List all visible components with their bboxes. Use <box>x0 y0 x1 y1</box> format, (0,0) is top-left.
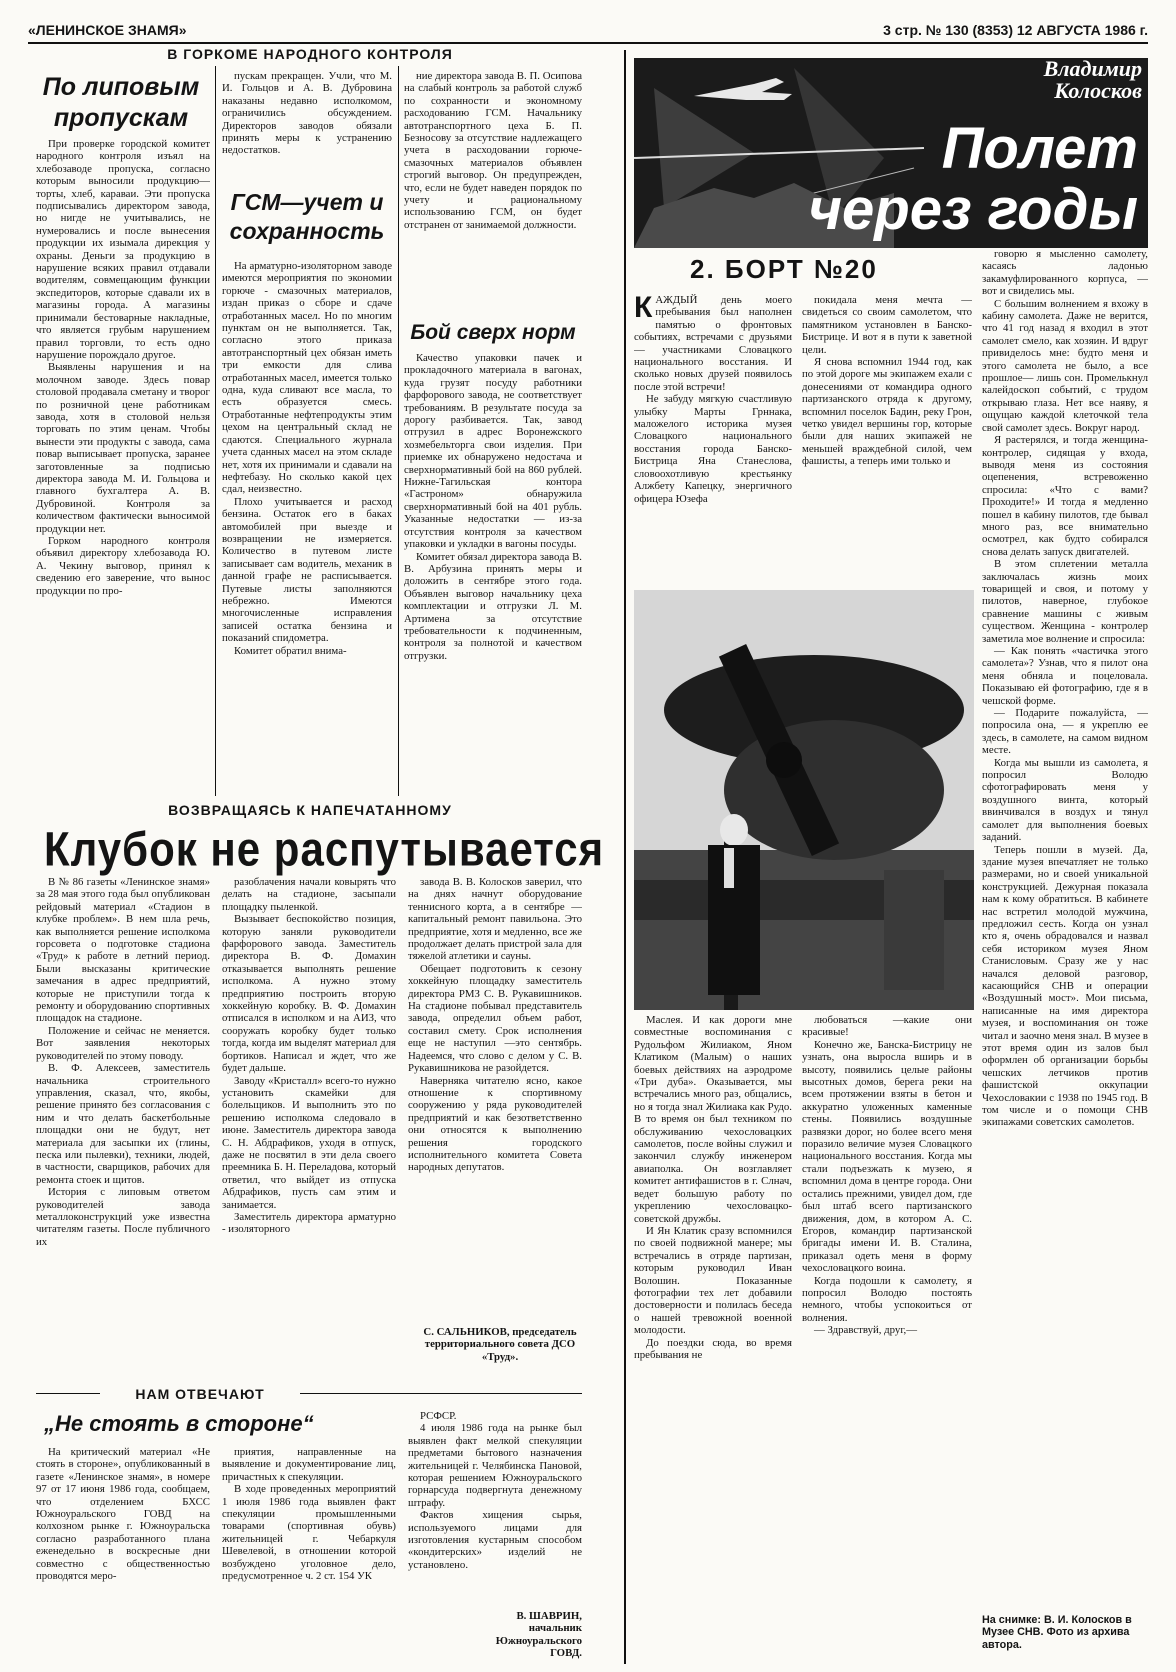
paragraph: завода В. В. Колосков заверил, что на днях начнут оборудование теннисного корта, а в сентябре —капитальный ремонт павильона. Это предприятие, хотя и медленно, все же продолжает делать пристрой зала для тяжелой атлетики и сауны. <box>408 876 582 963</box>
paragraph: Обещает подготовить к сезону хоккейную площадку заместитель директора РМЗ С. В. Рукавишников. На стадионе побывал представитель завода, определил объем работ, составил смету. Срок исполнения еще не наступил —это сентябрь. Надеемся, что слово с делом у С. В. Рукавишникова не разойдется. <box>408 962 582 1075</box>
airplane-and-man-photo <box>634 590 974 1010</box>
polet-col1b <box>634 1014 792 1664</box>
klubok-rubric: ВОЗВРАЩАЯСЬ К НАПЕЧАТАННОМУ <box>168 802 452 818</box>
photo-caption: На снимке: В. И. Колосков в Музее СНВ. Фото из архива автора. <box>982 1614 1132 1651</box>
gorkom-rubric: В ГОРКОМЕ НАРОДНОГО КОНТРОЛЯ <box>167 46 453 62</box>
paragraph: Вызывает беспокойство позиция, которую заняли руководители фарфорового завода. Заместитель директора В. Ф. Домахин отказывается выполнять решение исполкома. А нужно этому предприятию построить вторую хоккейную коробку. В. Ф. Домахин отписался в исполком и на АИЗ, что сооружать коробку будет только тогда, когда им выделят материал для бортиков. Написал и ждет, что же будет дальше. <box>222 913 396 1075</box>
paragraph: Не забуду мягкую счастливую улыбку Марты Грннака, маложелого историка музея Словацкого национального восстания города Банско-Бистрица Яна Станеслова, словоохотливую крестьянку Алжбету Капецку, энергичного офицера Юзефа <box>634 393 792 505</box>
paragraph: Заместитель директора арматурно - изоляторного <box>222 1210 396 1236</box>
otvechayut-signature: В. ШАВРИН, начальник Южноуральского ГОВД. <box>495 1610 582 1660</box>
paragraph: — Подарите пожалуйста, — попросила она, — я укреплю ее здесь, в самолете, на самом видном месте. <box>982 707 1148 757</box>
polet-col2b <box>802 1014 972 1664</box>
paragraph: Маслея. И как дороги мне совместные воспоминания с Рудольфом Жилиаком, Яном Клатиком (Малым) о наших боевых действиях на аэродроме «Три дуба». Оказывается, мы встречались много раз, общались, но я тогда знал Жилиака как Рудо. В то время он был техником по обслуживанию чехословацких самолетов, после войны служил и закончил службу инженером авиаполка. Он возглавляет комитет антифашистов в г. Слнач, ведет большую работу по укреплению чехословацко-советской дружбы. <box>634 1014 792 1225</box>
paragraph: И Ян Клатик сразу вспомнился по своей подвижной манере; мы встречались в отряде партизан, которым руководил Иван Волошин. Показанные фотографии тех лет добавили достоверности и полилась беседа о нашей тревожной военной молодости. <box>634 1224 792 1337</box>
paragraph: Выявлены нарушения и на молочном заводе. Здесь повар столовой продавала сметану и творог по розничной цене работникам завода, хотя в столовой нельзя торговать по этим ценам. Чтобы вынести эти продукты с завода, сама повар выписывает пропуска, заранее заготовленные за подписью директора завода М. И. Гольцова и главного бухгалтера А. В. Дубровиной. Контроля за количеством фактически выносимой продукции нет. <box>36 361 210 535</box>
paragraph: Горком народного контроля объявил директору хлебозавода Ю. А. Чекину выговор, принял к сведению его заверение, что вынос продукции по про- <box>36 535 210 597</box>
paragraph: До поездки сюда, во время пребывания не <box>634 1336 792 1361</box>
masthead-rule <box>28 42 1148 44</box>
paragraph: — Как понять «частичка этого самолета»? Узнав, что я пилот она меня обняла и поцеловала. Показываю ей фотографию, где я в чешской форме. <box>982 645 1148 707</box>
polet-title-2: через годы <box>808 177 1138 242</box>
polet-subtitle: 2. БОРТ №20 <box>690 254 878 284</box>
paragraph: На критический материал «Не стоять в стороне», опубликованный в газете «Ленинское знамя», в номере 97 от 17 июня 1986 года, сообщаем, что отделением БХСС Южноуральского ГОВД на колхозном рынке г. Южноуральска согласно разработанного плана еженедельно в воскресные дни совместно с общественностью проводятся меро- <box>36 1446 210 1583</box>
klubok-signature: С. САЛЬНИКОВ, председатель территориального совета ДСО «Труд». <box>423 1326 577 1363</box>
gorkom-col3b <box>404 352 582 798</box>
otvechayut-col3 <box>408 1410 582 1624</box>
headline-gsm: ГСМ—учет и сохранность <box>229 189 385 244</box>
gorkom-col3a <box>404 70 582 314</box>
paragraph: 4 июля 1986 года на рынке был выявлен факт мелкой спекуляции предметами бытового назначения жительницей г. Челябинска Пановой, которая решением Южноуральского горнарсуда подвергнута денежному штрафу. <box>408 1422 582 1509</box>
paragraph: В ходе проведенных мероприятий 1 июля 1986 года выявлен факт спекуляции промышленными товарами (спортивная обувь) жительницей г. Чебаркуля Шевелевой, в отношении которой возбуждено уголовное дело, предусмотренное ч. 2 ст. 154 УК <box>222 1483 396 1583</box>
paragraph: Фактов хищения сырья, используемого лицами для изготовления кустарным способом «кондитерских» изделий не установлено. <box>408 1509 582 1571</box>
otvechayut-col1 <box>36 1446 210 1660</box>
paragraph: Плохо учитывается и расход бензина. Остаток его в баках автомобилей при выезде и возвращении не измеряется. Количество в путевом листе записывает сам водитель, механик в данной графе не расписывается. Путевые листы заполняются небрежно. Имеются многочисленные исправления записей остатка бензина и показаний спидометра. <box>222 495 392 645</box>
paragraph: Наверняка читателю ясно, какое отношение к спортивному сооружению у ряда руководителей предприятий и как безответственно они относятся к выполнению решения городского исполнительного комитета Совета народных депутатов. <box>408 1074 582 1174</box>
gorkom-col2a <box>222 70 392 182</box>
klubok-col2 <box>222 876 396 1382</box>
paragraph: С большим волнением я вхожу в кабину самолета. Даже не верится, что 41 год назад я входил в этот самолет смело, как хозяин. И вдруг привиделось мне: будто меня и этого самолета не было, а все прошлое— лишь сон. Промелькнул калейдоскоп событий, с трудом открываю глаза. Нет все наяву, я ощущаю каждой клеточкой тела свой самолет здесь. Вокруг народ. <box>982 297 1148 434</box>
gorkom-col1 <box>36 138 210 798</box>
paragraph: В. Ф. Алексеев, заместитель начальника строительного управления, сказал, что, якобы, решение принято без согласования с ним и что делать баскетбольные площадки они не будут, нет материала для засыпки их (глины, песка или пылевки), техники, людей, в частности, сварщиков, рабочих для ремонта стоек и щитов. <box>36 1062 210 1186</box>
headline-ne-stoyat: „Не стоять в стороне“ <box>44 1411 314 1436</box>
gorkom-divider-1 <box>215 66 216 796</box>
paragraph: Теперь пошли в музей. Да, здание музея впечатляет не только размерами, но и своей уникальной конструкцией. Дежурная показала нам к кому обратиться. В кабинете нас встретил молодой мужчина, предложил сесть. Когда он узнал кто я, очень обрадовался и назвал себя историком музея Яном Станисловым. Сразу же у нас начался деловой разговор, касающийся СНВ и операции «Воздушный мост». Мои письма, написанные на имя директора музея, и воспоминания он тоже читал и заочно меня знал. В музее в этот время один из залов был оформлен об организации борьбы чешских летчиков против фашистской оккупации Чехословакии с 1938 по 1945 год. В том числе и о помощи СНВ экипажами советских самолетов. <box>982 843 1148 1129</box>
paragraph: Конечно же, Банска-Бистрицу не узнать, она выросла вширь и в высоту, появились целые районы высотных домов, берега реки на всем протяжении взяты в бетон и аккуратно уложенных каменные стены. Появились воздушные развязки дорог, но более всего меня поразило величие музея Словацкого национального восстания. Когда мы стали подъезжать к музею, я вспомнил дома в центре города. Они остались прежними, увидел дом, где был штаб всего партизанского движения, дом, в котором А. С. Егоров, командир партизанской бригады имени И. В. Сталина, приказал одеть меня в форму чехословацкого воина. <box>802 1038 972 1275</box>
paper-name: «ЛЕНИНСКОЕ ЗНАМЯ» <box>28 22 187 38</box>
headline-boi: Бой сверх норм <box>410 321 576 344</box>
paragraph: Я снова вспомнил 1944 год, как по этой дороге мы экипажем ехали с донесениями от командира одного партизанского отряда к другому, вспомнил поселок Бадин, реку Грон, четко увидел вершины гор, которые были для наших экипажей не меньшей враждебной силой, чем фашисты, а теперь ими только и <box>802 356 972 468</box>
paragraph: История с липовым ответом руководителей завода металлоконструкций уже известна читателям газеты. После публичного их <box>36 1186 210 1248</box>
paragraph: любоваться —какие они красивые! <box>802 1014 972 1039</box>
klubok-col3 <box>408 876 582 1316</box>
paragraph: говорю я мысленно самолету, касаясь ладонью закамуфлированного корпуса, — вот и свиделись мы. <box>982 248 1148 298</box>
klubok-col1 <box>36 876 210 1382</box>
masthead <box>28 22 1148 44</box>
paragraph: приятия, направленные на выявление и документирование лиц, причастных к спекуляции. <box>222 1446 396 1483</box>
polet-col2 <box>802 294 972 584</box>
museum-photo <box>634 590 974 1010</box>
paragraph: При проверке городской комитет народного контроля изъял на хлебозаводе пропуска, согласно которым выносили продукцию— торты, хлеб, караваи. Эти пропуска подписывались директором завода, но нигде не учитывались, не нумеровались и после вынесения продукции их изымала дирекция у охраны. Деньги за продукцию в нарушение всяких правил отдавали водителям, совмещающим функции экспедиторов, которые сдавали их в магазины города. А магазины принимали бестоварные накладные, что является грубым нарушением правил торговли, то есть одно нарушение порождало другое. <box>36 138 210 361</box>
paragraph: пускам прекращен. Учли, что М. И. Гольцов и А. В. Дубровина наказаны недавно исполкомом, ограничились обсуждением. Директоров заводов обязали принять меры к устранению недостатков. <box>222 70 392 157</box>
paragraph: На арматурно-изоляторном заводе имеются мероприятия по экономии горюче - смазочных материалов, издан приказ о сборе и сдаче отработанных масел. Но по многим пунктам он не выполняется. Так, согласно этого приказа автотранспортный цех обязан иметь три емкости для слива отработанных масел, имеется только одна, куда сливают все масла, то есть образуется смесь. Отработанные нефтепродукты этим цехом на центральный склад не сдаются. Специального журнала учета сданных масел на этом складе нет, хотя их принимали и сдавали на нефтебазу. Но сколько какой цех сдал, неизвестно. <box>222 260 392 496</box>
gorkom-divider-2 <box>398 66 399 796</box>
paragraph: Когда мы вышли из самолета, я попросил Володю сфотографировать меня у воздушного винта, который ввинчивался в воздух и тянул самолет для выполнения боевых заданий. <box>982 756 1148 844</box>
paragraph: — Здравствуй, друг,— <box>814 1324 918 1337</box>
polet-author: Владимир Колосков <box>1043 56 1142 103</box>
otvechayut-col2 <box>222 1446 396 1660</box>
paragraph: КАЖДЫЙ день моего пребывания был наполнен памятью о фронтовых событиях, встречами с друзьями — участниками Словацкого национального восстания. И сколько новых друзей появилось после этой встречи! <box>634 294 792 393</box>
drop-cap: К <box>634 294 653 324</box>
paragraph: РСФСР. <box>420 1410 457 1422</box>
polet-title-1: Полет <box>941 116 1138 181</box>
column-separator <box>624 50 626 1664</box>
gorkom-col2b <box>222 260 392 798</box>
paragraph: Комитет обратил внима- <box>234 644 347 657</box>
polet-col3 <box>982 248 1148 1614</box>
otvechayut-rubric: НАМ ОТВЕЧАЮТ <box>100 1386 300 1404</box>
paragraph: Положение и сейчас не меняется. Вот заявления некоторых руководителей по этому поводу. <box>36 1024 210 1062</box>
paragraph: ние директора завода В. П. Осипова на слабый контроль за работой служб по сохранности и экономному расходованию ГСМ. Начальнику автотранспортного цеха Б. П. Безносову за отсутствие надлежащего учета в расходовании горюче-смазочных материалов объявлен строгий выговор. Он предупрежден, что, если не будет наведен порядок по учету и рациональному использованию ГСМ, он будет отстранен от занимаемой должности. <box>404 70 582 231</box>
paragraph: Я растерялся, и тогда женщина-контролер, сидящая у входа, выводя меня из состояния оцепенения, встревоженно спросила: «Что с вами? Проходите!» И тогда я медленно пошел в кабину пилотов, где бывал много раз, все внимательно осмотрел, как будто собирался снова делать запуск двигателей. <box>982 434 1148 558</box>
paragraph: Качество упаковки пачек и прокладочного материала в вагонах, куда грузят посуду работники фарфорового завода, не соответствует требованиям. В результате посуда за дорогу разбивается. Так, завод отгрузил в адрес Воронежского хозмебельторга свои изделия. При приемке их обнаружено недостача и сверхнормативный бой на 860 рублей. Нижне-Тагильская контора «Гастроном» обнаружила сверхнормативный бой на 401 рубль. Указанные недостатки — из-за отсутствия контроля за качеством упаковки и укладки в вагоны посуды. <box>404 352 582 551</box>
paragraph: Заводу «Кристалл» всего-то нужно установить скамейки для болельщиков. И выполнить это по решению исполкома следовало в июне. Заместитель директора завода С. Н. Абдрафиков, уходя в отпуск, даже не посвятил в эти дела своего преемника Б. Н. Переладова, который ответил, что выйдет из отпуска Абдрафиков, пусть сам этим и занимается. <box>222 1074 396 1211</box>
paragraph: В этом сплетении металла заключалась жизнь моих товарищей и своя, и потому у пилотов, наверное, глубокое сравнение машины с живым существом. Женщина - контролер заметила мое волнение и спросила: <box>982 558 1148 645</box>
paragraph: покидала меня мечта — свидеться со своим самолетом, что памятником установлен в Банско-Бистрице. И вот я в пути к заветной цели. <box>802 294 972 356</box>
issue-line: 3 стр. № 130 (8353) 12 АВГУСТА 1986 г. <box>883 22 1148 38</box>
paragraph: В № 86 газеты «Ленинское знамя» за 28 мая этого года был опубликован рейдовый материал «Стадион в клубке проблем». В нем шла речь, как выполняется решение исполкома горсовета о подготовке стадиона «Труд» к работе в летний период. Были высказаны критические замечания в адрес предприятий, которые не приступили тогда к ремонту и оборудованию спортивных площадок на стадионе. <box>36 876 210 1025</box>
paragraph: Когда подошли к самолету, я попросил Володю постоять немного, чтобы успокоиться от волнения. <box>802 1274 972 1324</box>
headline-po-lipovym: По липовым пропускам <box>42 73 200 133</box>
paragraph: разоблачения начали ковырять что делать на стадионе, засыпали площадку пыленкой. <box>222 876 396 913</box>
polet-col1 <box>634 294 792 584</box>
paragraph: Комитет обязал директора завода В. В. Арбузина принять меры и доложить в сентябре этого года. Объявлен выговор начальнику цеха комплектации и отгрузки Л. М. Артимена за отсутствие требовательности к подчиненным, контроля за полнотой и качеством отгрузки. <box>404 550 582 662</box>
headline-klubok: Клубок не распутывается <box>44 822 605 877</box>
